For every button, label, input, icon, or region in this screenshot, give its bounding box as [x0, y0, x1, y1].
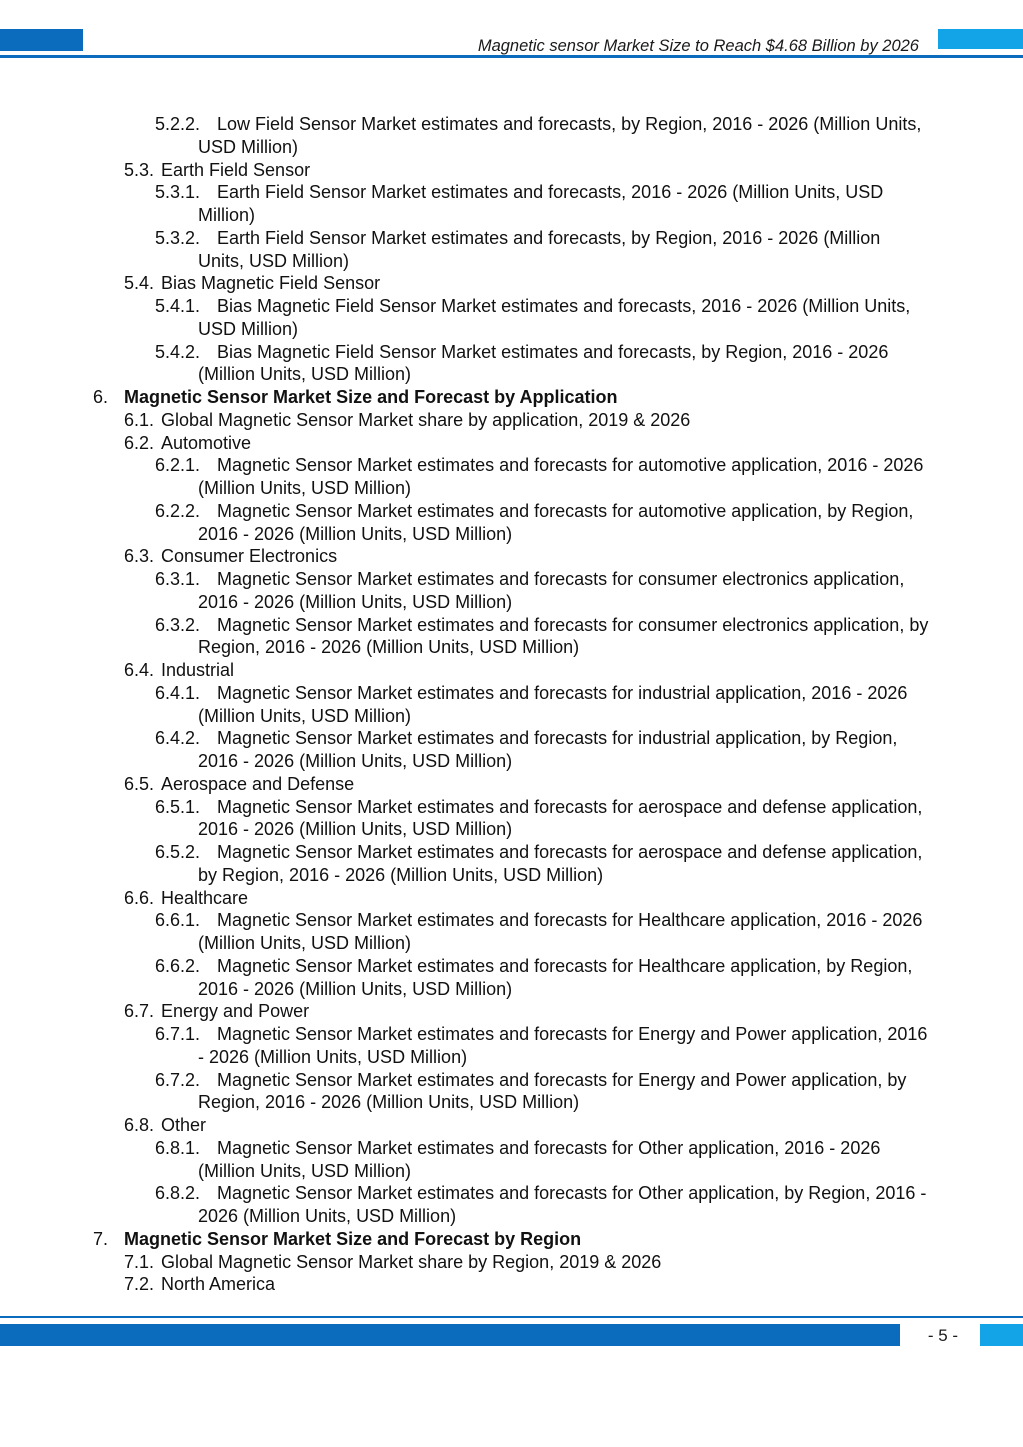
- toc-entry-text: Bias Magnetic Field Sensor Market estimates and forecasts, 2016 - 2026 (Million Units, USD Million): [198, 296, 911, 339]
- toc-entry-text: Low Field Sensor Market estimates and forecasts, by Region, 2016 - 2026 (Million Units, USD Million): [198, 114, 922, 157]
- toc-entry-level-3: [0, 727, 1023, 773]
- toc-entry-level-3: [0, 181, 1023, 227]
- toc-entry-text: Bias Magnetic Field Sensor: [161, 273, 381, 294]
- toc-entry-number: 6.7.1.: [155, 1024, 201, 1044]
- toc-entry-level-2: [0, 432, 1023, 455]
- toc-entry-number: 6.2.: [124, 432, 155, 453]
- toc-entry-number: 7.1.: [124, 1251, 155, 1272]
- toc-entry-number: 6.1.: [124, 409, 155, 430]
- toc-entry-level-2: [0, 1114, 1023, 1137]
- toc-entry-number: 5.3.1.: [155, 182, 201, 203]
- toc-entry-text: Magnetic Sensor Market estimates and forecasts for consumer electronics application, 2016 - 2026 (Million Units, USD Million): [198, 569, 905, 612]
- toc-entry-text: Aerospace and Defense: [161, 773, 355, 794]
- toc-entry-level-2: [0, 659, 1023, 682]
- toc-entry-level-2: [0, 1251, 1023, 1274]
- toc-entry-number: 5.2.2.: [155, 114, 201, 134]
- toc-entry-level-1: [0, 1228, 1023, 1251]
- toc-entry-number: 6.8.1.: [155, 1137, 201, 1158]
- toc-entry-level-3: [0, 1069, 1023, 1115]
- footer-bar: [0, 1324, 900, 1346]
- toc-entry-number: 6.4.: [124, 660, 155, 680]
- toc-entry-text: Magnetic Sensor Market estimates and forecasts for consumer electronics application, by Region, 2016 - 2026 (Million Units, USD Million): [198, 614, 929, 658]
- toc-entry-text: Earth Field Sensor Market estimates and forecasts, 2016 - 2026 (Million Units, USD Million): [198, 182, 884, 225]
- toc-entry-text: Magnetic Sensor Market estimates and forecasts for industrial application, by Region, 2016 - 2026 (Million Units, USD Million): [198, 728, 898, 771]
- toc-entry-text: Earth Field Sensor: [161, 159, 311, 180]
- toc-entry-text: Magnetic Sensor Market estimates and forecasts for Energy and Power application, 2016 - 2026 (Million Units, USD Million): [198, 1024, 928, 1067]
- header-accent-block-left: [0, 29, 83, 51]
- toc-entry-number: 7.2.: [124, 1274, 155, 1295]
- toc-entry-level-2: [0, 409, 1023, 432]
- footer-rule: [0, 1316, 1023, 1318]
- toc-entry-text: Magnetic Sensor Market estimates and forecasts for Other application, by Region, 2016 - 2026 (Million Units, USD Million): [198, 1183, 927, 1226]
- toc-entry-level-3: [0, 227, 1023, 273]
- toc-entry-text: Earth Field Sensor Market estimates and forecasts, by Region, 2016 - 2026 (Million Units, USD Million): [198, 227, 881, 271]
- toc-entry-level-2: [0, 887, 1023, 910]
- toc-entry-number: 6.4.1.: [155, 682, 201, 703]
- toc-entry-level-3: [0, 500, 1023, 546]
- page-number: - 5 -: [927, 1326, 959, 1345]
- toc-entry-text: Healthcare: [161, 887, 249, 908]
- header-accent-block-right: [938, 29, 1023, 49]
- toc-entry-number: 6.8.: [124, 1115, 155, 1135]
- toc-entry-number: 5.4.2.: [155, 341, 201, 362]
- toc-entry-number: 6.2.2.: [155, 500, 201, 521]
- toc-entry-number: 6.6.: [124, 887, 155, 908]
- toc-entry-text: Magnetic Sensor Market Size and Forecast by Application: [124, 387, 618, 407]
- toc-entry-number: 5.4.1.: [155, 296, 201, 316]
- toc-entry-level-3: [0, 614, 1023, 660]
- toc-entry-text: Industrial: [161, 660, 235, 680]
- toc-entry-number: 6.6.2.: [155, 955, 201, 976]
- toc-entry-number: 6.5.2.: [155, 842, 201, 862]
- toc-entry-level-3: [0, 1137, 1023, 1183]
- table-of-contents: [0, 113, 1023, 1296]
- toc-entry-level-2: [0, 545, 1023, 568]
- toc-entry-text: Magnetic Sensor Market estimates and forecasts for Healthcare application, 2016 - 2026 (Million Units, USD Million): [198, 910, 923, 953]
- toc-entry-level-3: [0, 113, 1023, 159]
- toc-entry-level-3: [0, 341, 1023, 387]
- toc-entry-text: Magnetic Sensor Market estimates and forecasts for automotive application, 2016 - 2026 (Million Units, USD Million): [198, 455, 924, 498]
- toc-entry-number: 5.4.: [124, 273, 155, 294]
- toc-entry-number: 6.5.: [124, 773, 155, 794]
- toc-entry-number: 5.3.: [124, 159, 155, 180]
- toc-entry-text: Magnetic Sensor Market estimates and forecasts for aerospace and defense application, by Region, 2016 - 2026 (Million Units, USD Million): [198, 842, 923, 885]
- toc-entry-number: 6.2.1.: [155, 455, 201, 476]
- toc-entry-number: 6.6.1.: [155, 910, 201, 931]
- toc-entry-number: 7.: [93, 1228, 109, 1249]
- toc-entry-number: 6.3.: [124, 546, 155, 567]
- toc-entry-number: 6.7.2.: [155, 1069, 201, 1090]
- toc-entry-level-3: [0, 1023, 1023, 1069]
- toc-entry-level-3: [0, 1182, 1023, 1228]
- toc-entry-level-2: [0, 1000, 1023, 1023]
- toc-entry-level-2: [0, 1273, 1023, 1296]
- toc-entry-text: Bias Magnetic Field Sensor Market estimates and forecasts, by Region, 2016 - 2026 (Million Units, USD Million): [198, 341, 889, 385]
- toc-entry-text: Magnetic Sensor Market estimates and forecasts for Energy and Power application, by Region, 2016 - 2026 (Million Units, USD Million): [198, 1069, 907, 1113]
- toc-entry-level-1: [0, 386, 1023, 409]
- running-header-title: Magnetic sensor Market Size to Reach $4.68 Billion by 2026: [477, 37, 919, 55]
- toc-entry-level-2: [0, 159, 1023, 182]
- toc-entry-text: Magnetic Sensor Market estimates and forecasts for industrial application, 2016 - 2026 (Million Units, USD Million): [198, 682, 908, 726]
- toc-entry-level-3: [0, 568, 1023, 614]
- toc-entry-number: 6.4.2.: [155, 728, 201, 749]
- toc-entry-text: Magnetic Sensor Market estimates and forecasts for aerospace and defense application, 2016 - 2026 (Million Units, USD Million): [198, 796, 923, 840]
- toc-entry-level-2: [0, 773, 1023, 796]
- toc-entry-text: Magnetic Sensor Market estimates and forecasts for Healthcare application, by Region, 2016 - 2026 (Million Units, USD Million): [198, 955, 913, 999]
- toc-entry-text: Energy and Power: [161, 1001, 310, 1022]
- header-rule: [0, 55, 1023, 58]
- toc-entry-text: Magnetic Sensor Market Size and Forecast by Region: [124, 1228, 582, 1249]
- toc-entry-level-3: [0, 295, 1023, 341]
- toc-entry-number: 6.7.: [124, 1001, 155, 1022]
- toc-entry-number: 5.3.2.: [155, 227, 201, 248]
- toc-entry-level-3: [0, 682, 1023, 728]
- toc-entry-number: 6.: [93, 387, 109, 407]
- toc-entry-number: 6.8.2.: [155, 1183, 201, 1204]
- toc-entry-level-3: [0, 454, 1023, 500]
- toc-entry-number: 6.5.1.: [155, 796, 201, 817]
- toc-entry-text: Automotive: [161, 432, 252, 453]
- toc-entry-text: Global Magnetic Sensor Market share by Region, 2019 & 2026: [161, 1251, 662, 1272]
- toc-entry-level-3: [0, 796, 1023, 842]
- toc-entry-text: Magnetic Sensor Market estimates and forecasts for Other application, 2016 - 2026 (Million Units, USD Million): [198, 1137, 881, 1181]
- toc-entry-number: 6.3.1.: [155, 569, 201, 589]
- toc-entry-text: Consumer Electronics: [161, 546, 338, 567]
- toc-entry-level-3: [0, 909, 1023, 955]
- toc-entry-level-3: [0, 841, 1023, 887]
- toc-entry-text: Global Magnetic Sensor Market share by application, 2019 & 2026: [161, 409, 691, 430]
- toc-entry-number: 6.3.2.: [155, 614, 201, 635]
- toc-entry-level-2: [0, 272, 1023, 295]
- toc-entry-text: Magnetic Sensor Market estimates and forecasts for automotive application, by Region, 2016 - 2026 (Million Units, USD Million): [198, 500, 914, 544]
- toc-entry-text: North America: [161, 1274, 276, 1295]
- toc-entry-text: Other: [161, 1115, 207, 1135]
- footer-accent-block: [980, 1324, 1023, 1346]
- toc-entry-level-3: [0, 955, 1023, 1001]
